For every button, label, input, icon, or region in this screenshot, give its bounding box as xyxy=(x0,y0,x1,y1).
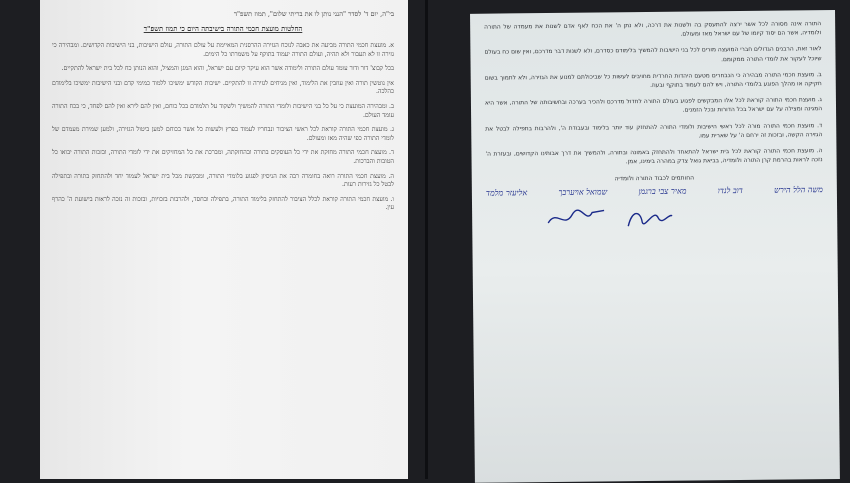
left-paragraph: אין נוטשין תורה ואין עוזבין את הלימוד, ואין מניחים לגזירה זו להתקיים. ישיבות הקודש ימשיכו ללמוד כמימי קדם ובני הישיבות ימשיכו בלימודם כהלכה. xyxy=(52,79,394,96)
document-header: בי"ה, יום ד' לסדר "הנני נותן לו את בריתי שלום", תמוז תשפ"ד xyxy=(233,10,394,18)
signature: משה הלל הירש xyxy=(774,185,823,196)
signature-scribble-icon xyxy=(624,204,674,233)
left-paragraph: א. מועצת חכמי התורה מביעה את כאבה לנוכח הגזירה ההרסנית המאיימת על עולם התורה, עולם הישיבות, בני הישיבות הקדושים. ומבהירה כי גזירה זו לא תעבור ולא תהיה, ועולם התורה יעמוד בתוקף על משמרתו כל הימים. xyxy=(52,42,394,58)
right-paragraph: ב. מועצת חכמי התורה מבהירה כי הנבחרים מטעם היהדות החרדית מחויבים לעשות כל שביכולתם למנוע את הגזירה, ולא לתמוך בשום חקיקה או מהלך הפוגע בלומדי התורה, ויש להם לעמוד בתוקף ובעוז. xyxy=(484,71,822,89)
right-paragraph: התורה אינה מסורה לכל אשר ירצה להתעסק בה ולשנות את דרכה, ולא נתן ה' את הכח לאף אדם לשנות את מעמדה של התורה ולומדיה, אשר הם יסוד קיומו של עם ישראל מאז ומעולם. xyxy=(484,21,822,38)
signature-row xyxy=(486,186,823,199)
handwritten-signatures xyxy=(486,203,823,235)
left-paragraph: בכל קבוצ' דור ודור עומד עולם התורה ולימודה אשר הוא עיקר קיום עם ישראל, והוא המגן והמציל, והוא הנותן כח לכל בית ישראל להתקיים. xyxy=(61,65,394,73)
right-document-page xyxy=(470,10,840,483)
right-paragraph: ה. מועצת חכמי התורה קוראת לכל בית ישראל להתאחד ולהתחזק באמונה ובתורה, ולהמשיך את דרך אבותינו הקדושים, ובעזרת ה' נזכה לראות בהרמת קרן התורה ולומדיה, בביאת גואל צדק במהרה בימינו, אמן. xyxy=(485,148,823,166)
right-paragraph: ד. מועצת חכמי התורה מורה לכל ראשי הישיבות ולומדי התורה להתחזק עוד יותר בלימוד ובעבודת ה', ולהרבות בתפילה לבטל את הגזירה הקשה, ובזכות זה ירחם ה' על שארית עמו. xyxy=(485,122,823,140)
signature: מאיר צבי ברגמן xyxy=(638,187,687,197)
left-paragraph: ג. מועצת חכמי התורה קוראת לכל ראשי הציבור ונבחריו לעמוד בפרץ ולעשות כל אשר בכוחם למען ביטול הגזירה, ולמען שמירת מעמדם של לומדי התורה כפי שהיה מאז ומעולם. xyxy=(52,126,394,142)
signature: אליעזר מלמד xyxy=(485,188,528,199)
right-paragraph: ג. מועצת חכמי התורה קוראת לכל אלו המבקשים לפגוע בעולם התורה לחדול מדרכם ולהכיר בערכה ובחשיבותה של התורה, אשר היא המגינה ומצילה על עם ישראל בכל הדורות ובכל הזמנים. xyxy=(484,97,823,115)
left-document-page xyxy=(40,0,408,479)
left-paragraph: ה. מועצת חכמי התורה רואה בחומרה רבה את הניסיון לפגוע בלומדי התורה, ומבקשת מכל בית ישראל לעמוד יחד ולהתחזק בתורה ובתפילה לבטל כל גזירות רעות. xyxy=(52,172,394,189)
left-paragraph: ב. ומבהירה המועצת כי על כל בני הישיבות ולומדי התורה להמשיך ולשקוד על תלמודם בכל כוחם, ואין להם לירא ואין להם לפחד, כי בכח התורה עומד העולם. xyxy=(52,102,394,119)
signoff-line: החותמים לכבוד התורה ולומדיה xyxy=(614,174,695,183)
signature: דוב לנדו xyxy=(717,186,743,196)
photo-divider xyxy=(425,0,428,479)
signature: שמואל אויערבך xyxy=(558,187,608,198)
signature-scribble-icon xyxy=(546,205,606,232)
document-title: החלטות מועצת חכמי התורה בישיבתה היום כי תמוז תשפ"ד xyxy=(143,25,303,33)
left-paragraph: ד. מועצת חכמי התורה מחזקת את ידי כל העוסקים בתורה ובהחזקתה, ומברכת את כל המחזיקים את ידי לומדי התורה, ובזכות התורה יבואו כל הטובות והברכות. xyxy=(52,149,394,165)
left-paragraph: ו. מועצת חכמי התורה קוראת לכלל הציבור להתחזק בלימוד התורה, בתפילה ובחסד, ולהרבות בזכויות, ובזכות זה נזכה לראות בישועת ה' כהרף עין. xyxy=(52,195,394,212)
right-paragraph: לאור זאת, הרבנים הגדולים חברי המועצה מורים לכל בני הישיבות להמשיך בלימודם כסדרם, ולא לשנות דבר מדרכם, ואין שום כח בעולם שיוכל לעקור את לומדי התורה ממקומם. xyxy=(484,46,822,63)
